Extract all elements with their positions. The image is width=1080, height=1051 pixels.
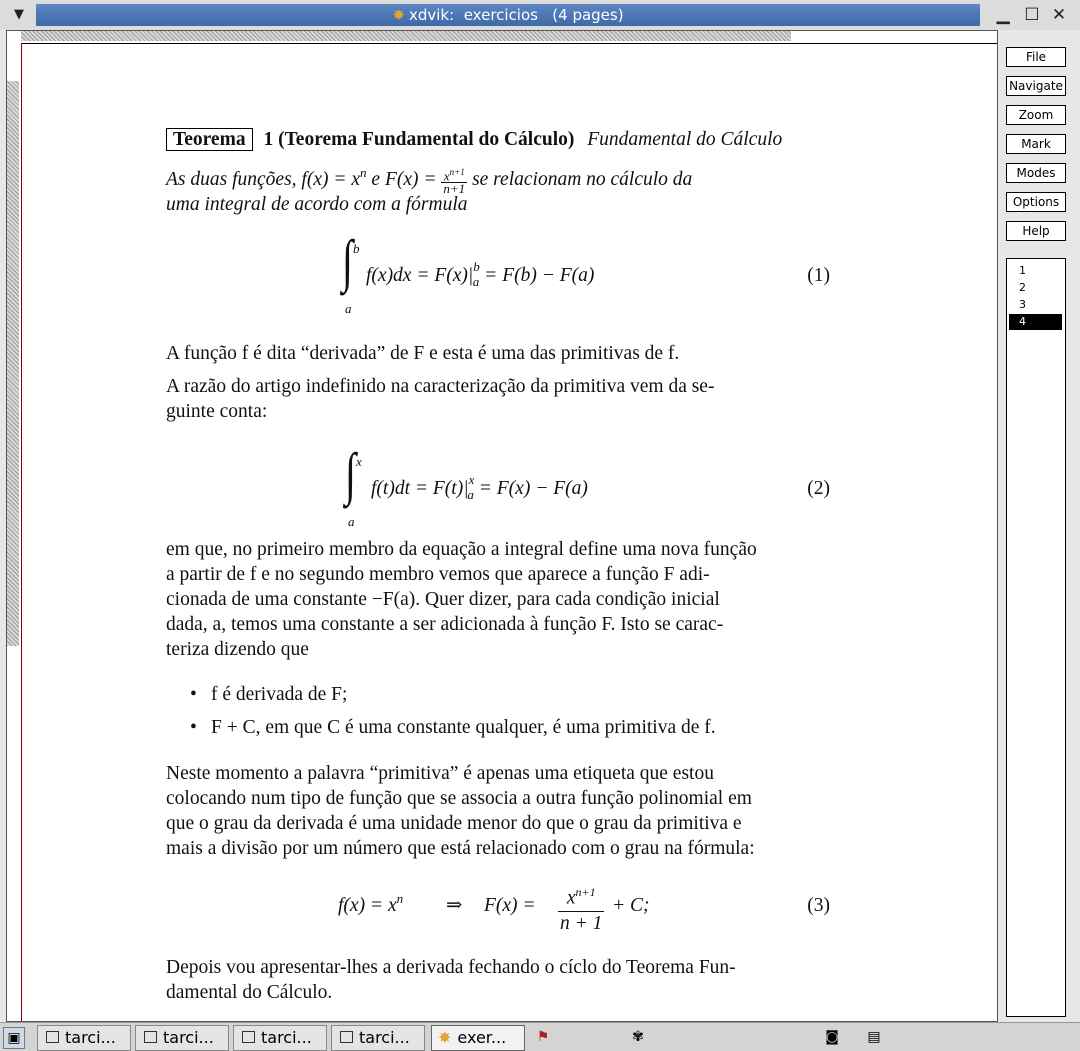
page-list-item-1[interactable]: 1 xyxy=(1019,264,1026,277)
paragraph-primitive-line4: mais a divisão por um número que está relacionado com o grau na fórmula: xyxy=(166,838,755,859)
equation-2-number: (2) xyxy=(807,478,830,499)
window-menu-icon[interactable]: ▼ xyxy=(14,7,24,22)
theorem-statement-line2: uma integral de acordo com a fórmula xyxy=(166,194,468,215)
title-strip[interactable] xyxy=(36,4,980,26)
navigate-button[interactable]: Navigate xyxy=(1006,76,1066,96)
window-icon xyxy=(242,1031,255,1043)
bullet-icon: • xyxy=(190,684,197,705)
file-button[interactable]: File xyxy=(1006,47,1066,67)
mark-button[interactable]: Mark xyxy=(1006,134,1066,154)
paragraph-primitive-line1: Neste momento a palavra “primitiva” é apenas uma etiqueta que estou xyxy=(166,763,714,784)
taskbar-item[interactable]: tarci... xyxy=(233,1025,327,1051)
taskbar-item[interactable]: tarci... xyxy=(37,1025,131,1051)
xdvik-app-icon: ✸ xyxy=(392,6,405,24)
modes-button[interactable]: Modes xyxy=(1006,163,1066,183)
taskbar-item[interactable]: tarci... xyxy=(331,1025,425,1051)
equation-3-number: (3) xyxy=(807,895,830,916)
window-title: xdvik: exercicios (4 pages) xyxy=(408,6,624,24)
page-left-margin-line xyxy=(21,43,22,1021)
paragraph-derivative: A função f é dita “derivada” de F e esta é uma das primitivas de f. xyxy=(166,343,680,364)
close-icon[interactable]: ✕ xyxy=(1051,5,1067,25)
taskbar-item-active[interactable]: ✸ exer... xyxy=(431,1025,525,1051)
integral-sign: ∫ xyxy=(342,227,353,294)
equation-1: b ∫ a $f(x)dx = F(x)|^b_a = F(b) - F(a)$ (1) xyxy=(342,227,830,316)
paragraph-explanation-line5: teriza dizendo que xyxy=(166,639,309,660)
page-list-item-2[interactable]: 2 xyxy=(1019,281,1026,294)
equation-2: x ∫ a $f(t)dt = F(t)|^x_a = F(x) - F(a)$ (2) xyxy=(345,440,830,529)
theorem-note: Fundamental do Cálculo xyxy=(587,129,783,150)
xdvik-app-icon: ✸ xyxy=(438,1028,452,1047)
zoom-button[interactable]: Zoom xyxy=(1006,105,1066,125)
theorem-heading xyxy=(166,127,830,152)
maximize-icon[interactable]: ☐ xyxy=(1024,5,1040,25)
page-top-rule xyxy=(21,43,997,44)
bullet-icon: • xyxy=(190,717,197,738)
page-list-item-4[interactable]: 4 xyxy=(1009,314,1062,330)
network-tray-icon[interactable]: ⚑ xyxy=(536,1029,550,1045)
theorem-statement-line1: As duas funções, $f(x) = x^n$ e F(x) = $\frac{x^{n+1}}{n+1}$ se relacionam no cálculo da xyxy=(166,165,693,197)
window-icon xyxy=(340,1031,353,1043)
camera-icon[interactable]: ◙ xyxy=(825,1029,839,1045)
window-icon xyxy=(46,1031,59,1043)
paragraph-explanation-line4: dada, a, temos uma constante a ser adicionada à função F. Isto se carac- xyxy=(166,614,724,635)
show-desktop-icon[interactable]: ▣ xyxy=(3,1027,25,1049)
taskbar xyxy=(0,1022,1080,1051)
math-F-def: F(x) = $\frac{x^{n+1}}{n+1}$ xyxy=(384,167,466,197)
paragraph-explanation-line2: a partir de f e no segundo membro vemos que aparece a função F adi- xyxy=(166,564,710,585)
paragraph-indefinite-line1: A razão do artigo indefinido na caracterização da primitiva vem da se- xyxy=(166,376,715,397)
paragraph-explanation-line3: cionada de uma constante −F(a). Quer dizer, para cada condição inicial xyxy=(166,589,720,610)
paragraph-explanation-line1: em que, no primeiro membro da equação a integral define uma nova função xyxy=(166,539,757,560)
horizontal-scrollbar[interactable] xyxy=(21,31,791,41)
paragraph-closing-line2: damental do Cálculo. xyxy=(166,982,333,1003)
title-bar xyxy=(0,0,1080,30)
theorem-box: Teorema xyxy=(166,128,253,151)
vertical-scrollbar[interactable] xyxy=(7,81,19,646)
xdvik-button-panel xyxy=(998,30,1080,1022)
options-button[interactable]: Options xyxy=(1006,192,1066,212)
paragraph-primitive-line3: que o grau da derivada é uma unidade menor do que o grau da primitiva e xyxy=(166,813,742,834)
paragraph-closing-line1: Depois vou apresentar-lhes a derivada fechando o cíclo do Teorema Fun- xyxy=(166,957,736,978)
help-button[interactable]: Help xyxy=(1006,221,1066,241)
theorem-title: 1 (Teorema Fundamental do Cálculo) xyxy=(263,129,575,150)
window-icon xyxy=(144,1031,157,1043)
paragraph-primitive-line2: colocando num tipo de função que se associa a outra função polinomial em xyxy=(166,788,752,809)
page-list[interactable] xyxy=(1006,258,1066,1017)
math-f-def: $f(x) = x^n$ xyxy=(301,165,367,191)
dvi-page-view[interactable]: Teorema 1 (Teorema Fundamental do Cálculo) Fundamental do Cálculo As duas funções, $f(x) = x^n$ e F(x) = $\frac{x^{n+1}}{n+1}$ se relacionam no cálculo da uma integral de acordo com a fórmula b ∫ a $f(x)dx = F(x)|^b_a = F(b) - F(a)$ (1) A função f é dita “derivada” de F e esta é uma das primitivas de f. A razão do artigo indefinido na caracterização da primitiva vem da se- guinte conta: x ∫ a $f(t)dt = F(t)|^x_a = F(x) - F(a)$ (2) em que, no primeiro membro da equação a integral define uma nova função a partir de f e no segundo membro vemos que aparece a função F adi- cionada de uma constante −F(a). Quer dizer, para cada condição inicial dada, a, temos uma constante a ser adicionada à função F. Isto se carac- teriza dizendo que • f é derivada de F; • F + C, em que C é uma constante qualquer, é uma primitiva de f. Neste momento a palavra “primitiva” é apenas uma etiqueta que estou colocando num tipo de função que se associa a outra função polinomial em que o grau da derivada é uma unidade menor do que o grau da primitiva e mais a divisão por um número que está relacionado com o grau na fórmula: $f(x) = x^n$ ⇒ F(x) = $\frac{x^{n+1}}{n + 1}$ + C; (3) Depois vou apresentar-lhes a derivada fechando o cíclo do Teorema Fun- damental do Cálculo. xyxy=(6,30,998,1022)
equation-1-number: (1) xyxy=(807,265,830,286)
taskbar-item[interactable]: tarci... xyxy=(135,1025,229,1051)
page-list-item-3[interactable]: 3 xyxy=(1019,298,1026,311)
equation-3: $f(x) = x^n$ ⇒ F(x) = $\frac{x^{n+1}}{n + 1}$ + C; (3) xyxy=(166,876,830,936)
integral-sign: ∫ xyxy=(345,440,356,507)
paragraph-indefinite-line2: guinte conta: xyxy=(166,401,268,422)
app-tray-icon[interactable]: ✾ xyxy=(632,1029,644,1045)
storage-icon[interactable]: ▤ xyxy=(867,1029,881,1045)
minimize-icon[interactable]: ▁ xyxy=(996,5,1010,25)
